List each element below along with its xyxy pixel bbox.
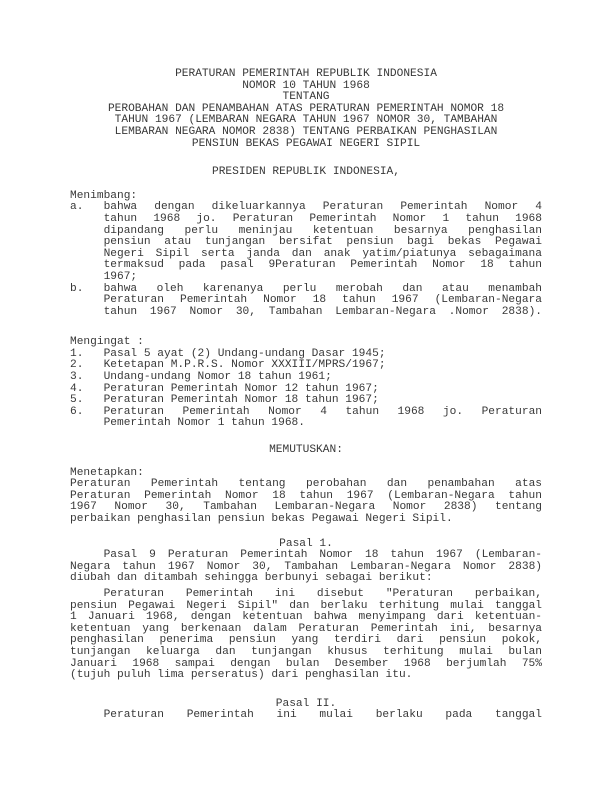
list-marker: 4. xyxy=(70,382,84,395)
text-line: TAHUN 1967 (LEMBARAN NEGARA TAHUN 1967 NOMOR 30, TAMBAHAN xyxy=(114,114,498,127)
text-line: Negeri Sipil serta janda dan anak yatim/piatunya sebagaimana xyxy=(103,247,542,260)
text-line: 1 Januari 1968, dengan ketentuan bahwa menyimpang dari ketentuan- xyxy=(70,611,542,624)
text-line: termaksud pada pasal 9Peraturan Pemerintah Nomor 18 tahun xyxy=(103,259,542,272)
section-menetapkan xyxy=(70,468,542,526)
text-line: tunjangan keluarga dan tunjangan khusus terhitung mulai bulan xyxy=(70,645,542,658)
text-line: PERATURAN PEMERINTAH REPUBLIK INDONESIA xyxy=(175,68,437,80)
text-line: PRESIDEN REPUBLIK INDONESIA, xyxy=(212,166,400,179)
section-pasal-2-para xyxy=(70,710,542,722)
text-line: Menimbang: xyxy=(70,189,138,202)
list-item-text: Peraturan Pemerintah Nomor 4 tahun 1968 jo. Peraturan xyxy=(103,405,542,418)
text-line: diubah dan ditambah sehingga berbunyi sebagai berikut: xyxy=(70,572,433,585)
text-line: pensiun Pegawai Negeri Sipil" dan berlaku terhitung mulai tanggal xyxy=(70,599,542,612)
text-line: MEMUTUSKAN: xyxy=(269,444,343,457)
list-item-text: Pasal 5 ayat (2) Undang-undang Dasar 1945; xyxy=(103,347,386,360)
text-line: NOMOR 10 TAHUN 1968 xyxy=(242,79,370,92)
list-item-text: Peraturan Pemerintah Nomor 12 tahun 1967; xyxy=(103,382,379,395)
section-menimbang xyxy=(70,191,542,319)
list-marker: 1. xyxy=(70,347,84,360)
text-line: Pemerintah Nomor 1 tahun 1968. xyxy=(103,417,305,430)
section-memutuskan xyxy=(70,445,542,457)
list-marker: 3. xyxy=(70,371,84,384)
text-line: Negara tahun 1967 Nomor 30, Tambahan Lembaran-Negara Nomor 2838) xyxy=(70,560,542,573)
list-marker: a. xyxy=(70,201,84,214)
text-line: 1967 Nomor 30, Tambahan Lembaran-Negara Nomor 2838) tentang xyxy=(70,501,542,514)
text-line: LEMBARAN NEGARA NOMOR 2838) TENTANG PERBAIKAN PENGHASILAN xyxy=(114,125,498,138)
list-item-text: bahwa dengan dikeluarkannya Peraturan Pemerintah Nomor 4 xyxy=(103,201,542,214)
text-line: Peraturan Pemerintah Nomor 18 tahun 1967 (Lembaran-Negara tahun xyxy=(70,489,542,502)
text-line: PENSIUN BEKAS PEGAWAI NEGERI SIPIL xyxy=(191,137,421,150)
list-item-text: Ketetapan M.P.R.S. Nomor XXXIII/MPRS/1967; xyxy=(103,359,386,372)
list-marker: 2. xyxy=(70,359,84,372)
text-line: Januari 1968 sampai dengan bulan Desember 1968 berjumlah 75% xyxy=(70,657,542,670)
text-line: Peraturan Pemerintah Nomor 18 tahun 1967 (Lembaran-Negara xyxy=(103,294,542,307)
list-marker: b. xyxy=(70,282,84,295)
text-line: penghasilan penerima pensiun yang terdiri dari pensiun pokok, xyxy=(70,634,542,647)
text-line: Peraturan Pemerintah ini mulai berlaku pada tanggal xyxy=(103,709,542,722)
section-title xyxy=(70,69,542,150)
text-line: PEROBAHAN DAN PENAMBAHAN ATAS PERATURAN PEMERINTAH NOMOR 18 xyxy=(107,102,505,115)
section-mengingat xyxy=(70,337,542,430)
text-line: Pasal 9 Peraturan Pemerintah Nomor 18 tahun 1967 (Lembaran- xyxy=(103,549,542,562)
section-pasal-1-para-2 xyxy=(70,589,542,682)
list-item-text: bahwa oleh karenanya perlu merobah dan atau menambah xyxy=(103,282,542,295)
list-marker: 5. xyxy=(70,394,84,407)
list-marker: 6. xyxy=(70,405,84,418)
text-line: Pasal II. xyxy=(275,697,337,710)
text-line: Peraturan Pemerintah tentang perobahan dan penambahan atas xyxy=(70,478,542,491)
text-line: 1967; xyxy=(103,270,138,283)
text-line: dipandang perlu meninjau ketentuan besarnya penghasilan xyxy=(103,224,542,237)
text-line: Menetapkan: xyxy=(70,466,144,479)
document-body xyxy=(70,69,542,722)
text-line: tahun 1967 Nomor 30, Tambahan Lembaran-Negara .Nomor 2838). xyxy=(103,305,542,318)
text-line: Mengingat : xyxy=(70,336,144,349)
section-presiden xyxy=(70,167,542,179)
list-item-text: Peraturan Pemerintah Nomor 18 tahun 1967; xyxy=(103,394,379,407)
text-line: Peraturan Pemerintah ini disebut "Peraturan perbaikan, xyxy=(103,587,542,600)
text-line: (tujuh puluh lima perseratus) dari penghasilan itu. xyxy=(70,669,413,682)
text-line: pensiun atau tunjangan bersifat pensiun bagi bekas Pegawai xyxy=(103,236,542,249)
text-line: perbaikan penghasilan pensiun bekas Pegawai Negeri Sipil. xyxy=(70,513,453,525)
section-pasal-1-para-1 xyxy=(70,550,542,585)
text-line: Pasal 1. xyxy=(279,537,333,550)
text-line: ketentuan yang berkenaan dalam Peraturan Pemerintah ini, besarnya xyxy=(70,622,542,635)
text-line: TENTANG xyxy=(282,91,330,104)
text-line: tahun 1968 jo. Peraturan Pemerintah Nomor 1 tahun 1968 xyxy=(103,212,542,225)
list-item-text: Undang-undang Nomor 18 tahun 1961; xyxy=(103,371,332,384)
